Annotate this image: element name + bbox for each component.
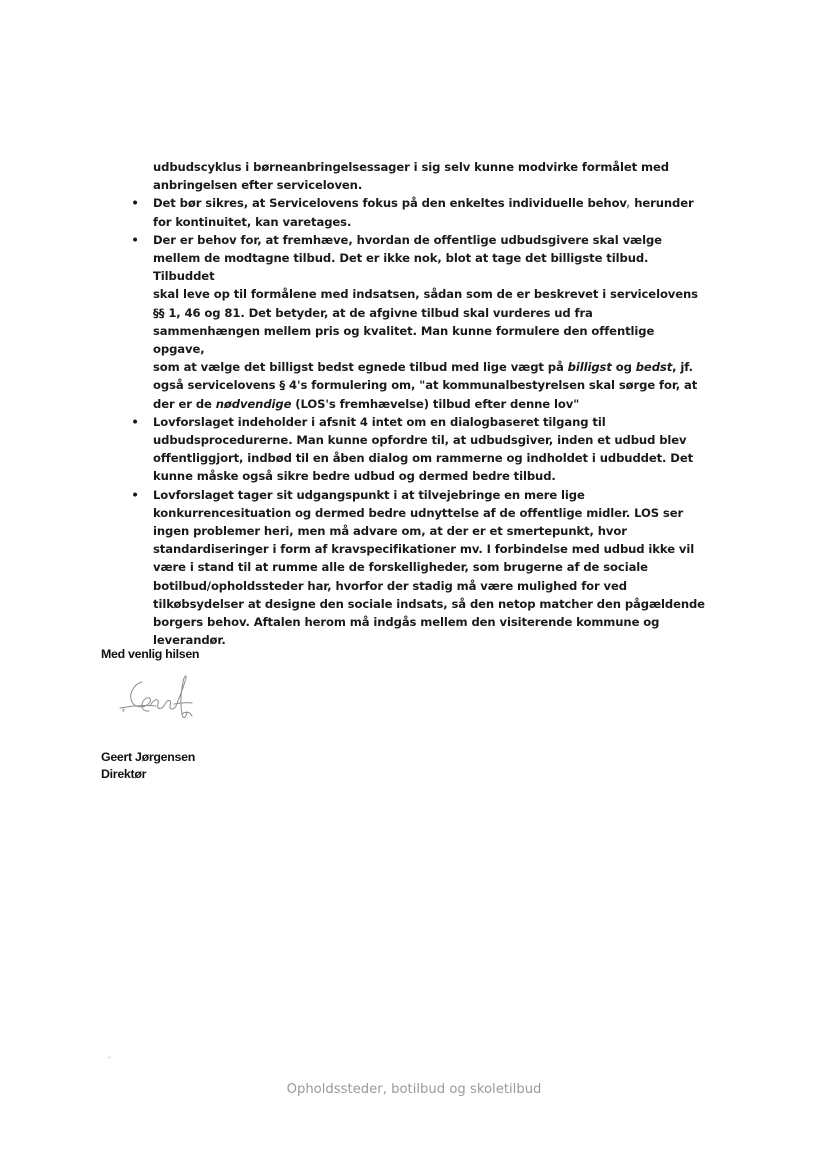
bullet-3-line-2: udbudsprocedurerne. Man kunne opfordre til, at udbudsgiver, inden et udbud blev bbox=[153, 433, 687, 448]
signer-block bbox=[101, 749, 195, 783]
bullet-2-line-6b: og bbox=[611, 360, 636, 375]
bullet-1-line-1a: Det bør sikres, at Servicelovens fokus på den enkeltes individuelle behov bbox=[153, 196, 626, 211]
bullet-2-line-2: mellem de modtagne tilbud. Det er ikke nok, blot at tage det billigste tilbud. Tilbuddet bbox=[153, 251, 649, 284]
bullet-4-line-7: tilkøbsydelser at designe den sociale indsats, så den netop matcher den pågældende bbox=[153, 596, 705, 611]
bullet-4-line-5: være i stand til at rumme alle de forskelligheder, som brugerne af de sociale bbox=[153, 560, 648, 575]
bullet-2-line-3: skal leve op til formålene med indsatsen, sådan som de er beskrevet i servicelovens bbox=[153, 287, 698, 302]
footer-tagline: Opholdssteder, botilbud og skoletilbud bbox=[286, 1082, 542, 1097]
closing-greeting: Med venlig hilsen bbox=[101, 647, 200, 661]
bullet-list bbox=[131, 194, 708, 649]
bullet-4-line-6: botilbud/opholdssteder har, hvorfor der stadig må være mulighed for ved bbox=[153, 578, 627, 593]
scan-speck bbox=[108, 1056, 111, 1059]
bullet-item-competition bbox=[131, 486, 708, 650]
bullet-marker: • bbox=[131, 196, 139, 211]
bullet-3-line-4: kunne måske også sikre bedre udbud og dermed bedre tilbud. bbox=[153, 469, 556, 484]
bullet-2-line-4: §§ 1, 46 og 81. Det betyder, at de afgivne tilbud skal vurderes ud fra bbox=[153, 305, 593, 320]
bullet-2-line-6a: som at vælge det billigst bedst egnede tilbud med lige vægt på bbox=[153, 360, 568, 375]
bullet-marker: • bbox=[131, 487, 139, 502]
bullet-1-line-1b: herunder bbox=[630, 196, 694, 211]
bullet-4-line-4: standardiseringer i form af kravspecifikationer mv. I forbindelse med udbud ikke vil bbox=[153, 542, 695, 557]
emphasis-bedst: bedst bbox=[635, 360, 673, 375]
bullet-2-line-5: sammenhængen mellem pris og kvalitet. Man kunne formulere den offentlige opgave, bbox=[153, 323, 655, 357]
bullet-4-line-1: Lovforslaget tager sit udgangspunkt i at tilvejebringe en mere lige bbox=[153, 487, 585, 502]
bullet-4-line-9: leverandør. bbox=[153, 633, 226, 648]
handwritten-signature bbox=[112, 668, 202, 738]
bullet-4-line-8: borgers behov. Aftalen herom må indgås mellem den visiterende kommune og bbox=[153, 615, 660, 630]
bullet-1-line-2: for kontinuitet, kan varetages. bbox=[153, 214, 352, 229]
bullet-1-line-1-comma: , bbox=[625, 196, 631, 211]
emphasis-billigst: billigst bbox=[567, 360, 612, 375]
signer-name: Geert Jørgensen bbox=[101, 750, 195, 764]
bullet-item-selection bbox=[131, 231, 708, 413]
intro-paragraph bbox=[153, 158, 708, 194]
bullet-4-line-3: ingen problemer heri, men må advare om, at der er et smertepunkt, hvor bbox=[153, 524, 627, 539]
intro-line-1: udbudscyklus i børneanbringelsessager i sig selv kunne modvirke formålet med bbox=[153, 160, 669, 174]
bullet-3-line-3: offentliggjort, indbød til en åben dialog om rammerne og indholdet i udbuddet. Det bbox=[153, 451, 694, 466]
bullet-2-line-7: også servicelovens § 4's formulering om, "at kommunalbestyrelsen skal sørge for, at bbox=[153, 378, 698, 393]
bullet-item-dialogue bbox=[131, 413, 708, 486]
bullet-item-continuity bbox=[131, 194, 708, 230]
signer-title: Direktør bbox=[101, 767, 147, 781]
bullet-marker: • bbox=[131, 414, 139, 429]
bullet-4-line-2: konkurrencesituation og dermed bedre udnyttelse af de offentlige midler. LOS ser bbox=[153, 505, 684, 520]
bullet-3-line-1: Lovforslaget indeholder i afsnit 4 intet om en dialogbaseret tilgang til bbox=[153, 414, 606, 429]
bullet-2-line-8b: (LOS's fremhævelse) tilbud efter denne lov" bbox=[291, 396, 580, 411]
bullet-2-line-8a: der er de bbox=[153, 396, 216, 411]
bullet-2-line-1: Der er behov for, at fremhæve, hvordan de offentlige udbudsgivere skal vælge bbox=[153, 232, 662, 247]
emphasis-noedvendige: nødvendige bbox=[215, 396, 292, 411]
bullet-marker: • bbox=[131, 232, 139, 247]
intro-line-2: anbringelsen efter serviceloven. bbox=[153, 178, 363, 193]
bullet-2-line-6c: , jf. bbox=[672, 360, 693, 375]
letter-body bbox=[131, 158, 708, 649]
